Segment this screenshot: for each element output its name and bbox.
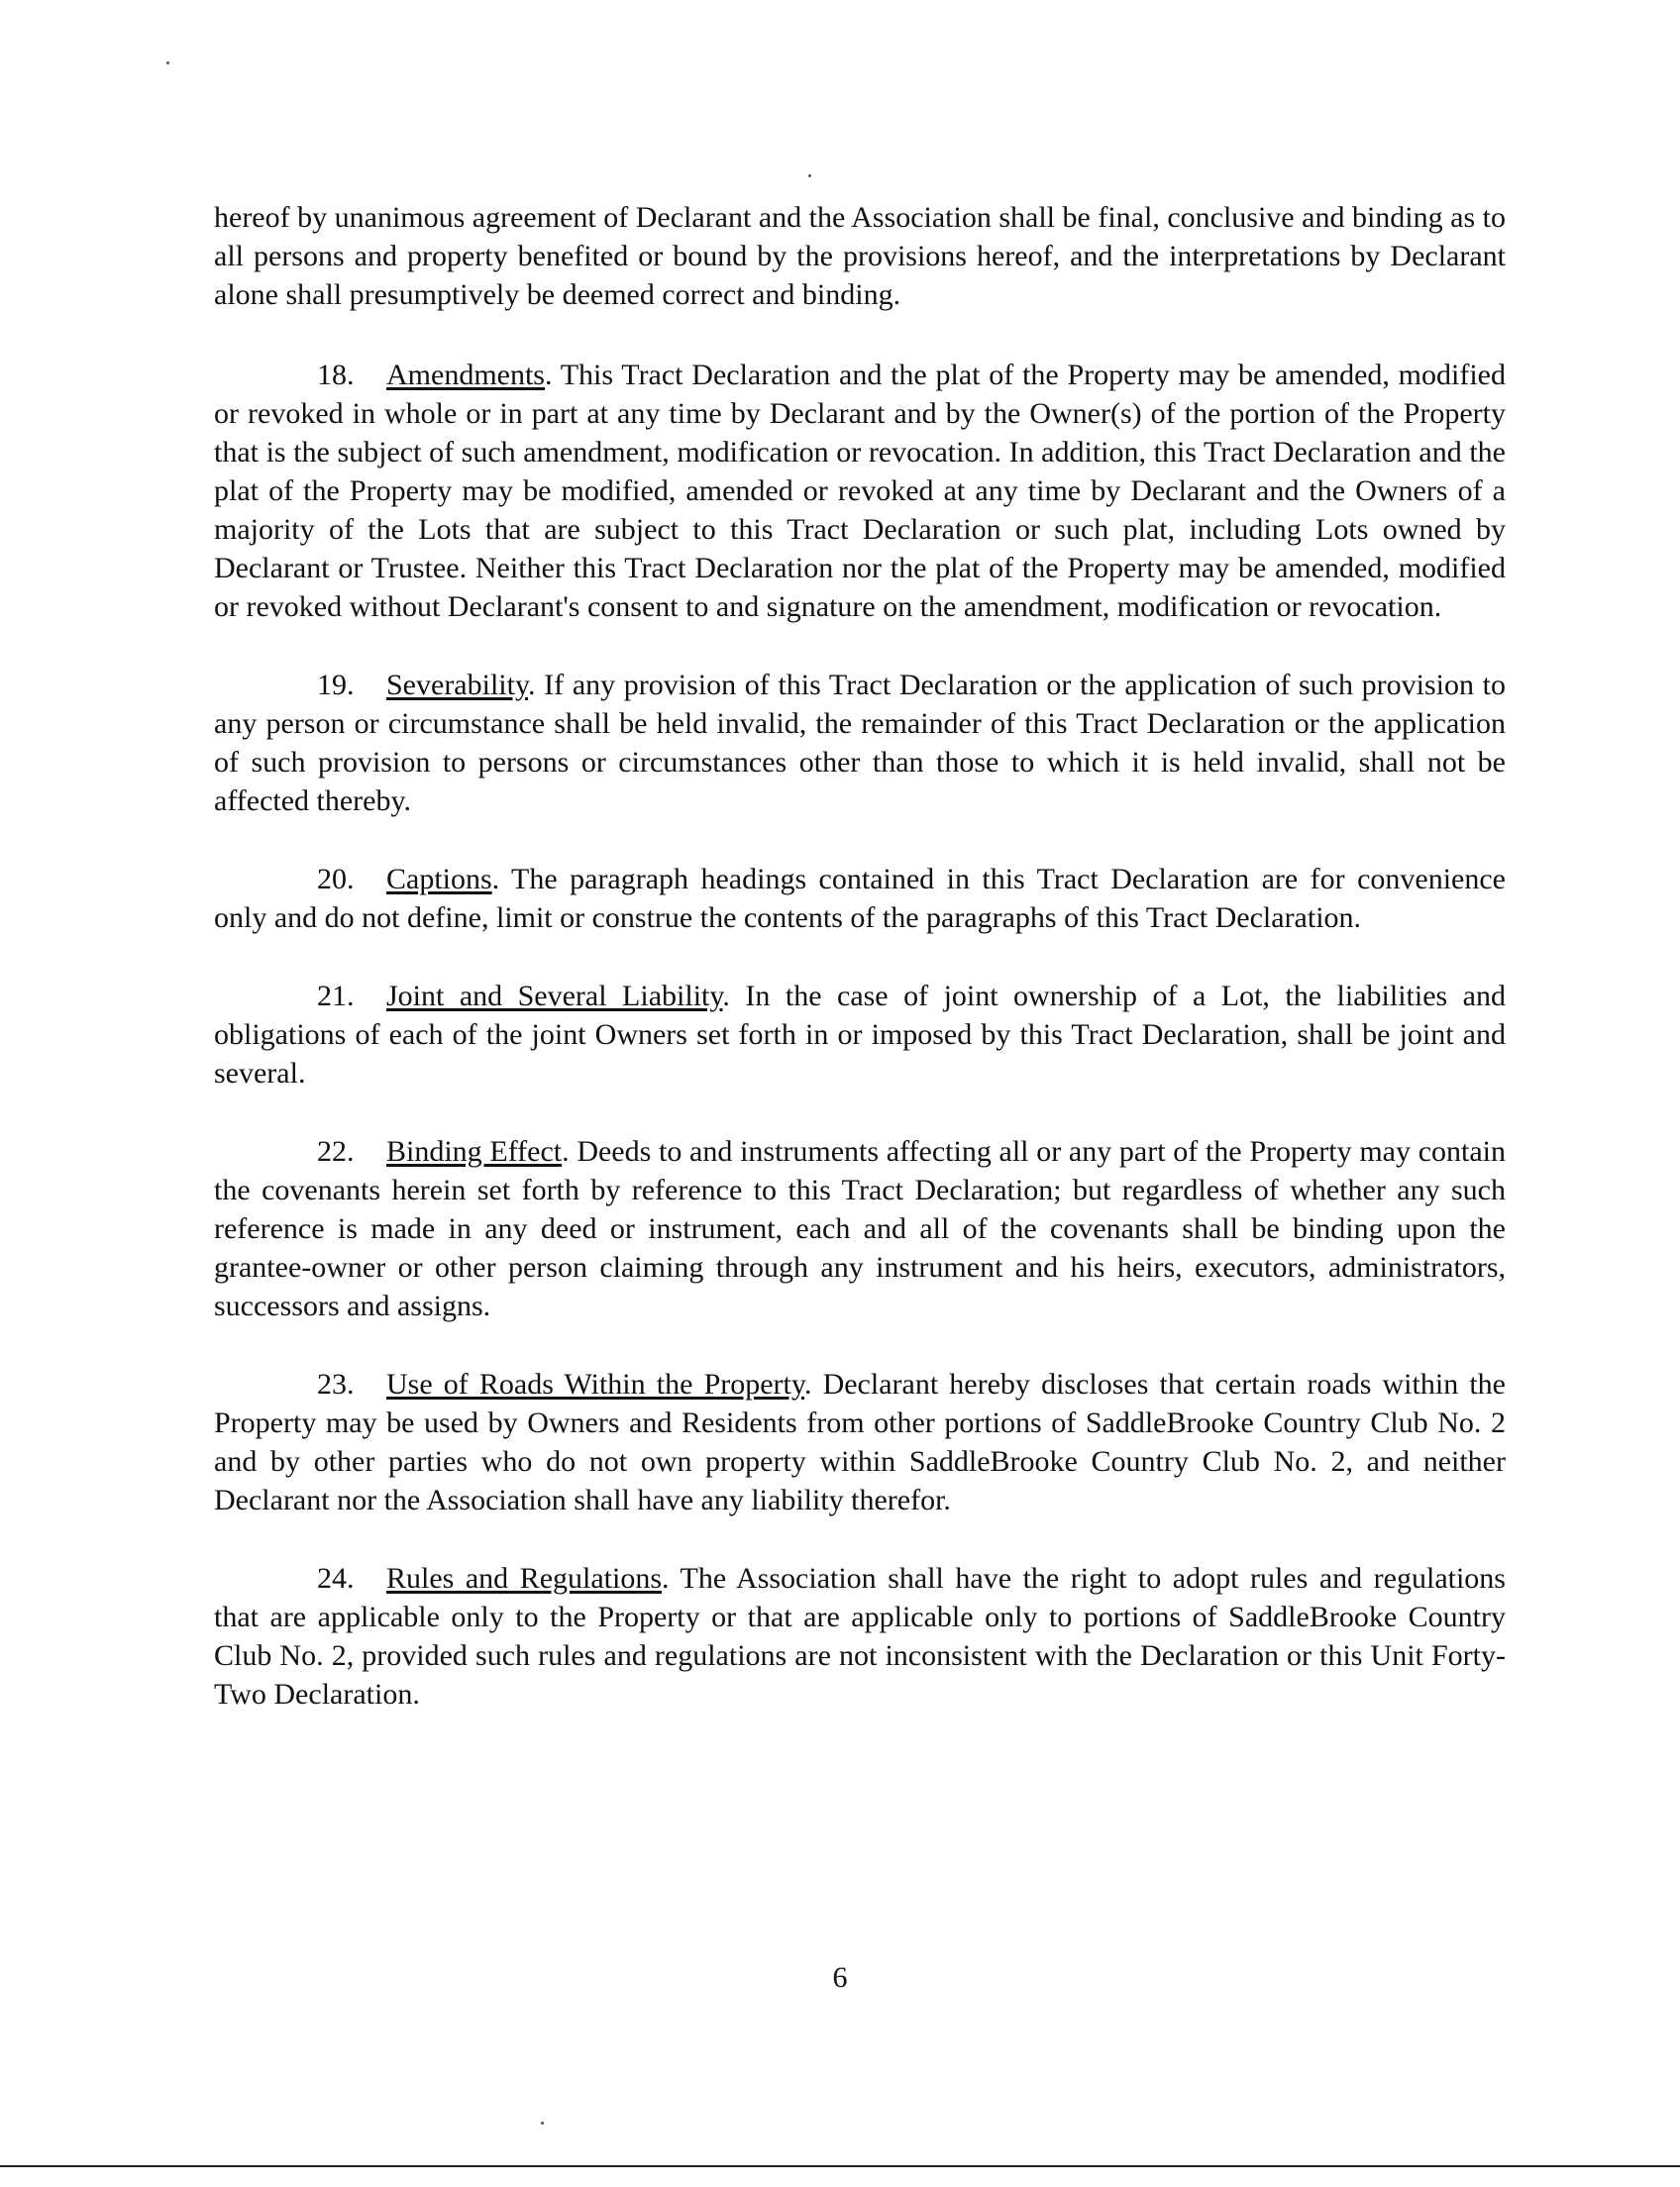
- section-heading: Rules and Regulations: [386, 1562, 663, 1595]
- section-number: 18.: [317, 359, 355, 391]
- section-heading: Joint and Several Liability: [386, 980, 723, 1012]
- section-body: . The Association shall have the right to adopt rules and regulations that are applicable only to the Property or that are applicable only to portions of SaddleBrooke Country Club No. 2, provided such rules and regulations are not inconsistent with the Declaration or this Unit Forty-Two Declaration.: [214, 1562, 1506, 1711]
- section-body: . The paragraph headings contained in this Tract Declaration are for convenience only and do not define, limit or construe the contents of the paragraphs of this Tract Declaration.: [214, 863, 1506, 934]
- section-heading: Use of Roads Within the Property: [386, 1368, 804, 1401]
- page-number: 6: [832, 1961, 848, 1994]
- section-heading: Binding Effect: [386, 1135, 563, 1168]
- section-heading: Severability: [386, 669, 529, 701]
- document-body: [214, 198, 1506, 1753]
- scan-speck: [808, 174, 811, 177]
- section-24: [214, 1559, 1506, 1714]
- scan-speck: [541, 2122, 544, 2125]
- section-number: 24.: [317, 1562, 355, 1595]
- section-body: . Deeds to and instruments affecting all or any part of the Property may contain the covenants herein set forth by reference to this Tract Declaration; but regardless of whether any such reference is made in any deed or instrument, each and all of the covenants shall be binding upon the grantee-owner or other person claiming through any instrument and his heirs, executors, administrators, successors and assigns.: [214, 1135, 1506, 1322]
- section-number: 21.: [317, 980, 355, 1012]
- section-number: 20.: [317, 863, 355, 895]
- section-18: [214, 356, 1506, 626]
- continuation-paragraph: hereof by unanimous agreement of Declarant and the Association shall be final, conclusive and binding as to all persons and property benefited or bound by the provisions hereof, and the interpretations by Declarant alone shall presumptively be deemed correct and binding.: [214, 201, 1506, 311]
- section-number: 22.: [317, 1135, 355, 1168]
- section-body: . In the case of joint ownership of a Lot, the liabilities and obligations of each of the joint Owners set forth in or imposed by this Tract Declaration, shall be joint and several.: [214, 980, 1506, 1090]
- section-body: . Declarant hereby discloses that certain roads within the Property may be used by Owners and Residents from other portions of SaddleBrooke Country Club No. 2 and by other parties who do not own property within SaddleBrooke Country Club No. 2, and neither Declarant nor the Association shall have any liability therefor.: [214, 1368, 1506, 1516]
- section-23: [214, 1365, 1506, 1519]
- section-body: . This Tract Declaration and the plat of the Property may be amended, modified or revoked in whole or in part at any time by Declarant and by the Owner(s) of the portion of the Property that is the subject of such amendment, modification or revocation. In addition, this Tract Declaration and the plat of the Property may be modified, amended or revoked at any time by Declarant and the Owners of a majority of the Lots that are subject to this Tract Declaration or such plat, including Lots owned by Declarant or Trustee. Neither this Tract Declaration nor the plat of the Property may be amended, modified or revoked without Declarant's consent to and signature on the amendment, modification or revocation.: [214, 359, 1506, 623]
- section-heading: Amendments: [386, 359, 545, 391]
- section-body: . If any provision of this Tract Declaration or the application of such provision to any person or circumstance shall be held invalid, the remainder of this Tract Declaration or the application of such provision to persons or circumstances other than those to which it is held invalid, shall not be affected thereby.: [214, 669, 1506, 817]
- section-19: [214, 666, 1506, 820]
- bottom-rule: [0, 2165, 1680, 2167]
- scan-speck: [166, 61, 169, 64]
- section-21: [214, 977, 1506, 1093]
- section-number: 23.: [317, 1368, 355, 1401]
- section-22: [214, 1132, 1506, 1325]
- section-heading: Captions: [386, 863, 492, 895]
- section-20: [214, 860, 1506, 937]
- section-number: 19.: [317, 669, 355, 701]
